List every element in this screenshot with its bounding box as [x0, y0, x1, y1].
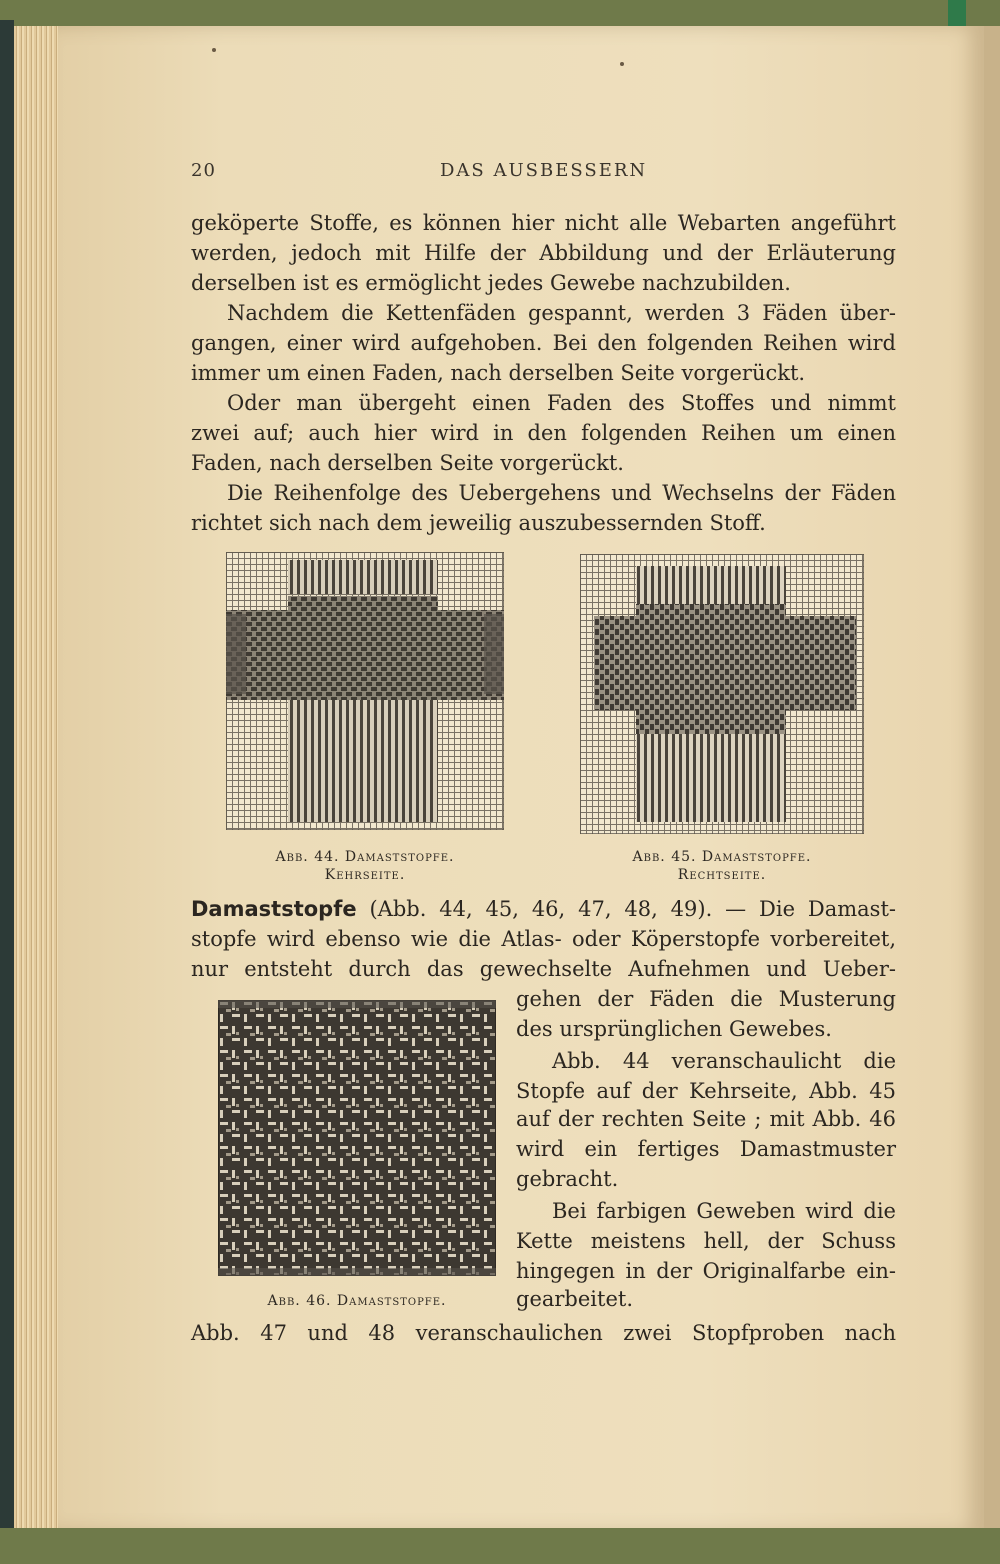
text-line: auf der rechten Seite ; mit Abb. 46: [516, 1107, 896, 1131]
paper-speck: [620, 62, 624, 66]
page-right-edge: [984, 26, 1000, 1532]
figure-46-caption: Abb. 46. Damaststopfe.: [267, 1293, 447, 1309]
text-line: Stopfe auf der Kehrseite, Abb. 45: [516, 1079, 896, 1103]
text-line: richtet sich nach dem jeweilig auszubessernden Stoff.: [191, 511, 766, 535]
page-stack-edge: [14, 26, 64, 1534]
text-line: immer um einen Faden, nach derselben Seite vorgerückt.: [191, 361, 806, 385]
paper-speck: [212, 48, 216, 52]
text-line: stopfe wird ebenso wie die Atlas- oder Köperstopfe vorbereitet,: [191, 927, 896, 951]
text-line: wird ein fertiges Damastmuster: [516, 1137, 896, 1161]
text-line: Abb. 44 veranschaulicht die: [552, 1049, 896, 1073]
figure-45-darn-right-side: [580, 554, 864, 834]
text-line: Faden, nach derselben Seite vorgerückt.: [191, 451, 624, 475]
book-cover-left: [0, 20, 14, 1540]
text-line: gebracht.: [516, 1167, 619, 1191]
ribbon-bookmark: [948, 0, 966, 28]
text-line: Nachdem die Kettenfäden gespannt, werden 3 Fäden über-: [227, 301, 896, 325]
text-line: des ursprünglichen Gewebes.: [516, 1017, 832, 1041]
text-line: Abb. 47 und 48 veranschaulichen zwei Stopfproben nach: [191, 1321, 896, 1345]
text-line: gangen, einer wird aufgehoben. Bei den folgenden Reihen wird: [191, 331, 896, 355]
page-number: 20: [191, 160, 216, 181]
book-cover-bottom: [0, 1528, 1000, 1564]
text-line: werden, jedoch mit Hilfe der Abbildung und der Erläuterung: [191, 241, 896, 265]
text-line: Oder man übergeht einen Faden des Stoffes und nimmt: [227, 391, 896, 415]
figure-44-caption-line1: Abb. 44. Damaststopfe.: [275, 849, 455, 865]
text-line: derselben ist es ermöglicht jedes Gewebe nachzubilden.: [191, 271, 791, 295]
text-line: Kette meistens hell, der Schuss: [516, 1229, 896, 1253]
text-line: nur entsteht durch das gewechselte Aufnehmen und Ueber-: [191, 957, 896, 981]
figure-44-darn-reverse-side: [226, 552, 504, 830]
section-heading-rest: (Abb. 44, 45, 46, 47, 48, 49). — Die Damast-: [356, 897, 896, 921]
text-line: hingegen in der Originalfarbe ein-: [516, 1259, 896, 1283]
figure-45-caption-line1: Abb. 45. Damaststopfe.: [632, 849, 812, 865]
text-line: Die Reihenfolge des Uebergehens und Wechselns der Fäden: [227, 481, 896, 505]
section-heading-line: [191, 894, 896, 924]
figure-44-caption-line2: Kehrseite.: [324, 867, 406, 883]
text-line: zwei auf; auch hier wird in den folgenden Reihen um einen: [191, 421, 896, 445]
text-line: geköperte Stoffe, es können hier nicht alle Webarten angeführt: [191, 211, 896, 235]
figure-45-caption-line2: Rechtseite.: [677, 867, 767, 883]
text-line: gehen der Fäden die Musterung: [516, 987, 896, 1011]
text-line: Bei farbigen Geweben wird die: [552, 1199, 896, 1223]
book-cover-top: [0, 0, 1000, 28]
running-title: DAS AUSBESSERN: [440, 160, 648, 181]
figure-46-damask-pattern: [218, 1000, 496, 1276]
section-heading: Damaststopfe: [191, 897, 357, 921]
text-line: gearbeitet.: [516, 1287, 633, 1311]
